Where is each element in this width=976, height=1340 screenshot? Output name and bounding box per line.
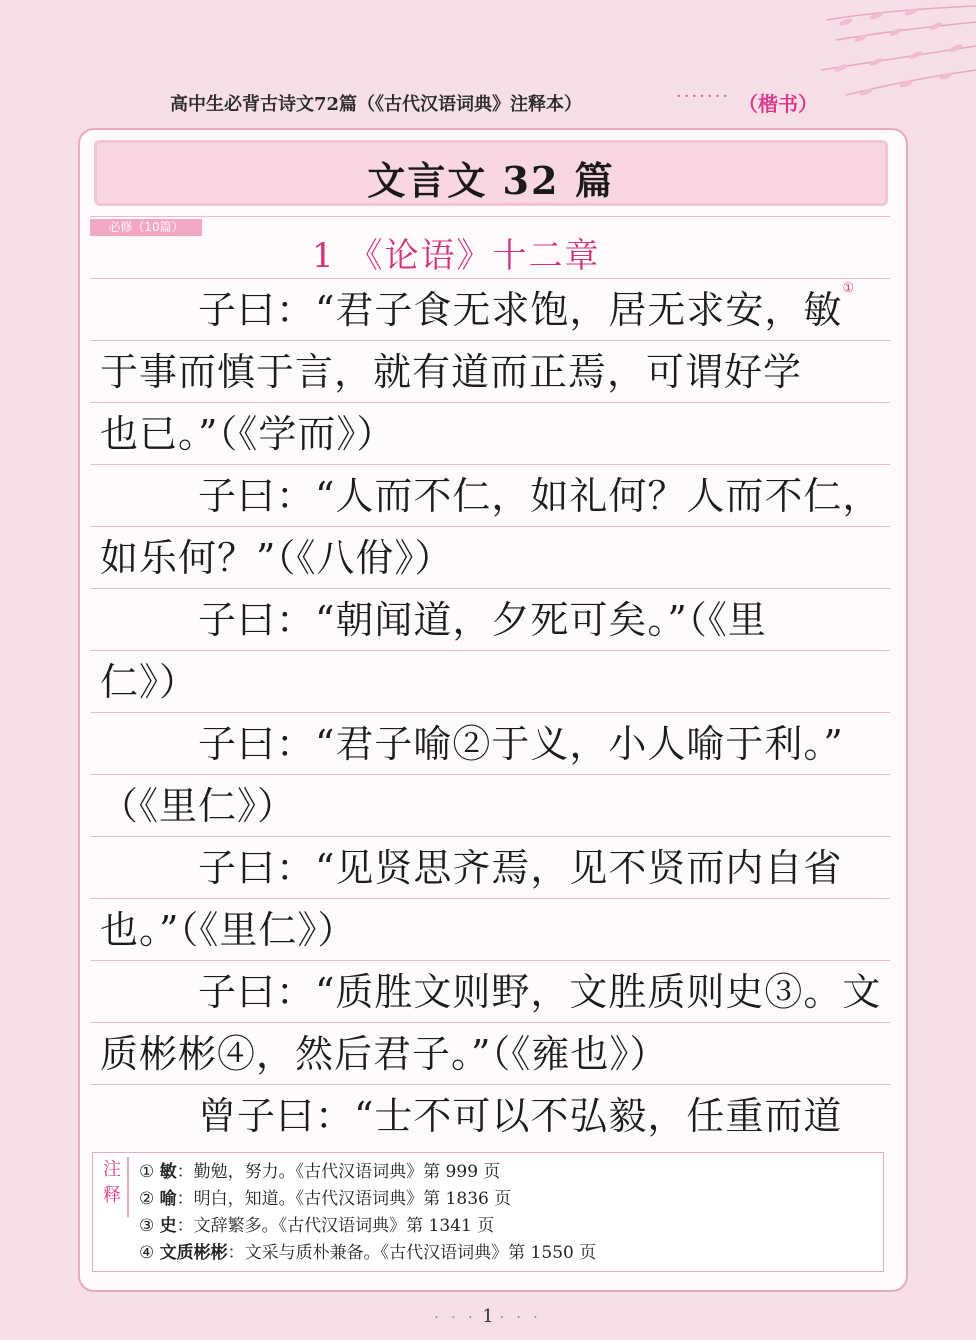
- note-mark: ②: [139, 1189, 155, 1209]
- line-text: 于事而慎于言，就有道而正焉，可谓好学: [100, 350, 803, 394]
- text-line: [90, 898, 890, 960]
- note-mark: ①: [139, 1162, 155, 1182]
- note-text: ：勤勉，努力。《古代汉语词典》第 999 页: [176, 1162, 501, 1182]
- line-text: 质彬彬④，然后君子。”（《雍也》）: [100, 1032, 669, 1076]
- note-text: ：文辞繁多。《古代汉语词典》第 1341 页: [176, 1216, 495, 1236]
- line-text: 子曰：“朝闻道，夕死可矣。”（《里: [198, 598, 767, 642]
- line-text: 子曰：“人而不仁，如礼何？人而不仁，: [198, 474, 882, 518]
- note-term: 史: [159, 1216, 177, 1236]
- text-line: [90, 836, 890, 898]
- text-line: [90, 650, 890, 712]
- note-text: ：文采与质朴兼备。《古代汉语词典》第 1550 页: [227, 1243, 597, 1263]
- page-dots-left: · · ·: [434, 1310, 477, 1326]
- text-line: [90, 588, 890, 650]
- chapter-title: 1 《论语》十二章: [312, 236, 601, 276]
- notes-label: 注释: [101, 1157, 129, 1217]
- page-number: [0, 1306, 976, 1327]
- note-text: ：明白，知道。《古代汉语词典》第 1836 页: [176, 1189, 512, 1209]
- line-text: 子曰：“见贤思齐焉，见不贤而内自省: [198, 846, 843, 890]
- page-number-value: 1: [482, 1306, 494, 1327]
- note-item: [139, 1240, 596, 1267]
- line-text: 子曰：“君子食无求饱，居无求安，敏: [198, 288, 843, 332]
- note-term: 喻: [159, 1189, 177, 1209]
- line-text: 仁》）: [100, 660, 199, 704]
- text-line: [90, 526, 890, 588]
- page-dots-right: · · ·: [499, 1310, 542, 1326]
- text-line: [90, 1084, 890, 1146]
- note-item: [139, 1186, 596, 1213]
- text-line: [90, 1022, 890, 1084]
- line-text: 曾子曰：“士不可以不弘毅，任重而道: [198, 1094, 843, 1138]
- note-term: 敏: [159, 1162, 177, 1182]
- text-line: [90, 774, 890, 836]
- text-line: [90, 340, 890, 402]
- note-mark: ③: [139, 1216, 155, 1236]
- notes-list: [139, 1159, 596, 1267]
- note-term: 文质彬彬: [159, 1243, 228, 1263]
- banner-title: 文言文 32 篇: [367, 158, 615, 203]
- line-text: 如乐何？”（《八佾》）: [100, 536, 454, 580]
- text-line: [90, 960, 890, 1022]
- note-mark: ④: [139, 1243, 155, 1263]
- text-line: [90, 712, 890, 774]
- rule-line: [90, 216, 890, 217]
- script-style-tag: （楷书）: [738, 92, 818, 116]
- running-header: [0, 84, 976, 120]
- line-text: 也已。”（《学而》）: [100, 412, 396, 456]
- header-dots: ·······: [676, 86, 731, 107]
- line-text: 也。”（《里仁》）: [100, 908, 357, 952]
- text-line: [90, 278, 890, 340]
- text-line: [90, 464, 890, 526]
- book-title: 高中生必背古诗文72篇（《古代汉语词典》注释本）: [170, 94, 583, 115]
- line-text: 子曰：“君子喻②于义，小人喻于利。”: [198, 722, 844, 766]
- note-item: [139, 1159, 596, 1186]
- line-text: （《里仁》）: [100, 784, 297, 828]
- copybook-lines: [90, 278, 890, 1146]
- notes-box: [92, 1152, 884, 1272]
- section-badge: 必修（10篇）: [90, 219, 202, 236]
- text-line: [90, 402, 890, 464]
- section-banner: [94, 140, 888, 206]
- note-marker: ①: [842, 281, 855, 296]
- note-item: [139, 1213, 596, 1240]
- line-text: 子曰：“质胜文则野，文胜质则史③。文: [198, 970, 882, 1014]
